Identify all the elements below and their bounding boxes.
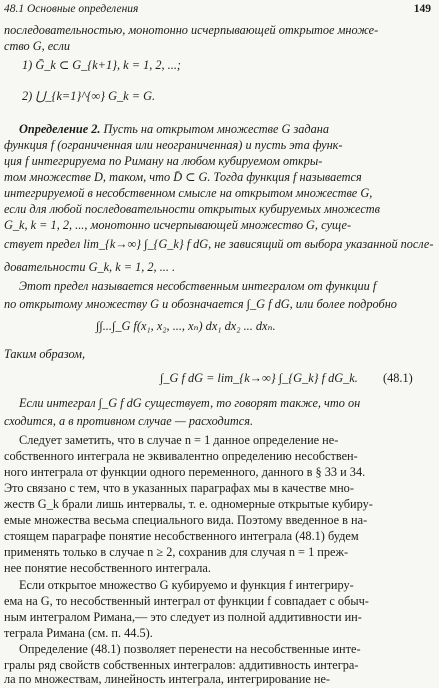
text-line: Это связано с тем, что в указанных параграфах мы в качестве мно- (4, 481, 354, 495)
multiple-integral: ∫∫...∫_G f(x₁, x₂, ..., xₙ) dx₁ dx₂ ... dxₙ. (96, 319, 276, 333)
text-line: довательности G_k, k = 1, 2, ... . (4, 260, 176, 274)
text-line: Следует заметить, что в случае n = 1 данное определение не- (19, 433, 339, 447)
definition-heading: Определение 2. (19, 122, 101, 136)
text-line: сходится, а в противном случае — расходится. (4, 414, 254, 428)
text-line: нее понятие несобственного интеграла. (4, 561, 211, 575)
text-line: Если открытое множество G кубируемо и функция f интегриру- (19, 578, 354, 592)
text-line: Таким образом, (4, 347, 86, 361)
text-line: по открытому множеству G и обозначается ∫_G f dG, или более подробно (4, 297, 397, 311)
definition-text: Пусть на открытом множестве G задана (100, 122, 330, 136)
text-line: емые множества весьма специального вида. Поэтому введенное в на- (4, 513, 368, 527)
condition-2: 2) ⋃_{k=1}^{∞} G_k = G. (22, 89, 156, 103)
text-line: ема на G, то несобственный интеграл от функции f совпадает с обыч- (4, 594, 369, 608)
text-line: ного интеграла от функции одного переменного, данного в § 33 и 34. (4, 465, 366, 479)
equation-48-1: ∫_G f dG = lim_{k→∞} ∫_{G_k} f dG_k. (160, 371, 358, 385)
text-line: G_k, k = 1, 2, ..., монотонно исчерпывающей множество G, суще- (4, 218, 352, 232)
definition-line (19, 121, 433, 137)
text-line: если для любой последовательности открытых кубируемых множеств (4, 202, 381, 216)
text-line: собственного интеграла не эквивалентно определению несобствен- (4, 449, 358, 463)
text-line: ным интегралом Римана,— это следует из полной аддитивности ин- (4, 610, 362, 624)
text-line: ла по множествам, линейность интеграла, интегрирование не- (4, 672, 331, 686)
text-line: жеств G_k брали лишь интервалы, т. е. одномерные открытые кубиру- (4, 497, 373, 511)
text-line: Этот предел называется несобственным интегралом от функции f (19, 279, 377, 293)
text-line: том множестве D, таком, что D̄ ⊂ G. Тогда функция f называется (4, 170, 362, 184)
text-line: ство G, если (4, 39, 71, 53)
text-line: ствует предел lim_{k→∞} ∫_{G_k} f dG, не зависящий от выбора указанной после- (4, 237, 434, 251)
running-header (4, 3, 431, 19)
text-line: Если интеграл ∫_G f dG существует, то говорят также, что он (19, 396, 361, 410)
text-line: стоящем параграфе понятие несобственного интеграла (48.1) будем (4, 529, 359, 543)
section-title: 48.1 Основные определения (4, 3, 139, 15)
text-line: применять только в случае n ≥ 2, сохранив для случая n = 1 преж- (4, 545, 349, 559)
condition-1: 1) Ḡ_k ⊂ G_{k+1}, k = 1, 2, ...; (22, 58, 181, 72)
text-line: интегрируемой в несобственном смысле на открытом множестве G, (4, 186, 373, 200)
text-line: последовательностью, монотонно исчерпывающей открытое множе- (4, 23, 379, 37)
text-line: теграла Римана (см. п. 44.5). (4, 626, 153, 640)
page-number: 149 (413, 3, 431, 15)
text-line: гралы ряд свойств собственных интегралов: аддитивность интегра- (4, 658, 359, 672)
text-line: Определение (48.1) позволяет перенести на несобственные инте- (19, 642, 361, 656)
equation-number: (48.1) (383, 371, 413, 385)
text-line: функция f (ограниченная или неограниченная) и пусть эта функ- (4, 138, 343, 152)
text-line: ция f интегрируема по Риману на любом кубируемом откры- (4, 154, 323, 168)
